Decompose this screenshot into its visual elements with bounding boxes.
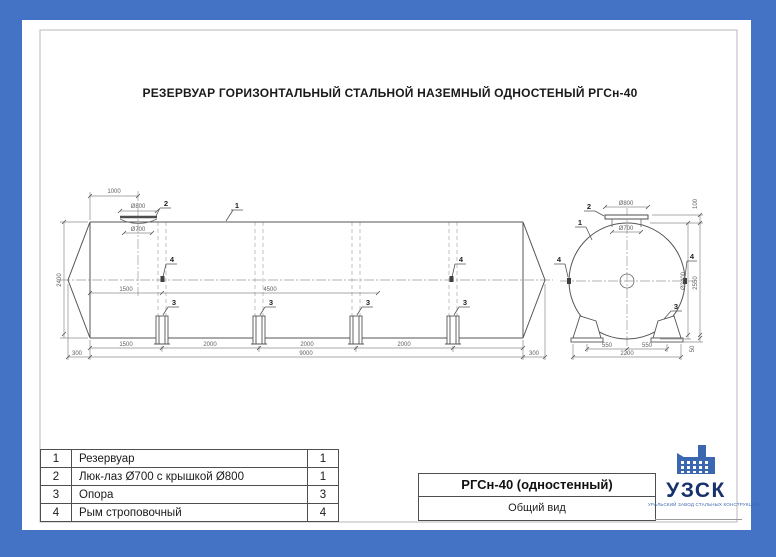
dim-base-height: 50: [690, 345, 696, 353]
dim-cover-dia: Ø800: [130, 204, 146, 210]
label-support: 3: [268, 298, 274, 307]
dim-support-offset-2: 550: [641, 343, 653, 349]
part-pos: 4: [41, 504, 72, 522]
label-tank: 1: [234, 201, 240, 210]
dim-end-left: 300: [71, 351, 83, 357]
view-name: Общий вид: [508, 502, 566, 514]
title-block-rule: [655, 519, 742, 520]
part-name: Рым строповочный: [72, 504, 308, 522]
company-logo: [648, 444, 760, 507]
dim-support-3: 2000: [300, 342, 314, 348]
drawing-title: РЕЗЕРВУАР ГОРИЗОНТАЛЬНЫЙ СТАЛЬНОЙ НАЗЕМНЫЙ ОДНОСТЕНЫЙ РГСн-40: [142, 86, 638, 100]
label-support: 3: [462, 298, 468, 307]
part-name: Люк-лаз Ø700 с крышкой Ø800: [72, 468, 308, 486]
part-qty: 4: [308, 504, 339, 522]
dim-chain-1: 1500: [119, 287, 133, 293]
logo-name: УЗСК: [666, 479, 726, 502]
supports-side: [154, 316, 461, 344]
part-name: Опора: [72, 486, 308, 504]
dim-support-1: 1500: [119, 342, 133, 348]
dim-manhole-offset: 1000: [107, 189, 121, 195]
dim-chain-2: 4500: [263, 287, 277, 293]
dim-support-offset-1: 550: [601, 343, 613, 349]
part-pos: 2: [41, 468, 72, 486]
dim-manhole-dia-end: Ø700: [618, 226, 634, 232]
label-support: 3: [171, 298, 177, 307]
part-qty: 1: [308, 450, 339, 468]
side-view: [57, 189, 553, 360]
dimension-lines: [64, 196, 545, 357]
label-tank: 1: [577, 218, 583, 227]
part-qty: 3: [308, 486, 339, 504]
table-row: [41, 486, 339, 504]
part-pos: 1: [41, 450, 72, 468]
dim-cover-dia-end: Ø800: [618, 201, 634, 207]
factory-icon: [674, 444, 718, 476]
lifting-eye-mark: [567, 278, 571, 284]
table-row: [41, 468, 339, 486]
lifting-eye-mark: [161, 276, 165, 282]
part-qty: 1: [308, 468, 339, 486]
end-view: [554, 198, 703, 360]
label-eye: 4: [169, 255, 175, 264]
title-block: [418, 473, 656, 521]
dim-end-right: 300: [528, 351, 540, 357]
logo-caption: УРАЛЬСКИЙ ЗАВОД СТАЛЬНЫХ КОНСТРУКЦИЙ: [648, 502, 760, 507]
label-support: 3: [365, 298, 371, 307]
dim-support-2: 2000: [203, 342, 217, 348]
label-manhole: 2: [163, 199, 169, 208]
dim-support-4: 2000: [397, 342, 411, 348]
part-name: Резервуар: [72, 450, 308, 468]
dimension-ticks: [62, 194, 547, 359]
dim-base-width: 2200: [620, 351, 634, 357]
parts-table: [40, 449, 339, 522]
table-row: [41, 450, 339, 468]
leader-lines: [156, 208, 470, 315]
dim-shell-dia: 2400: [57, 273, 63, 287]
lifting-eye-mark: [450, 276, 454, 282]
label-manhole: 2: [586, 202, 592, 211]
dim-cover-height: 100: [693, 198, 699, 210]
model-designation: РГСн-40 (одностенный): [419, 474, 655, 497]
label-support: 3: [673, 302, 679, 311]
dim-total-length: 9000: [299, 351, 313, 357]
dim-manhole-dia: Ø700: [130, 227, 146, 233]
manhole-flange-end: [605, 215, 648, 219]
part-pos: 3: [41, 486, 72, 504]
label-eye: 4: [556, 255, 562, 264]
label-eye: 4: [458, 255, 464, 264]
manhole-cover-arc: [120, 219, 157, 224]
label-eye: 4: [689, 252, 695, 261]
dim-overall-height: 2550: [693, 276, 699, 290]
dim-shell-dia-end: Ø2400: [681, 271, 687, 291]
table-row: [41, 504, 339, 522]
